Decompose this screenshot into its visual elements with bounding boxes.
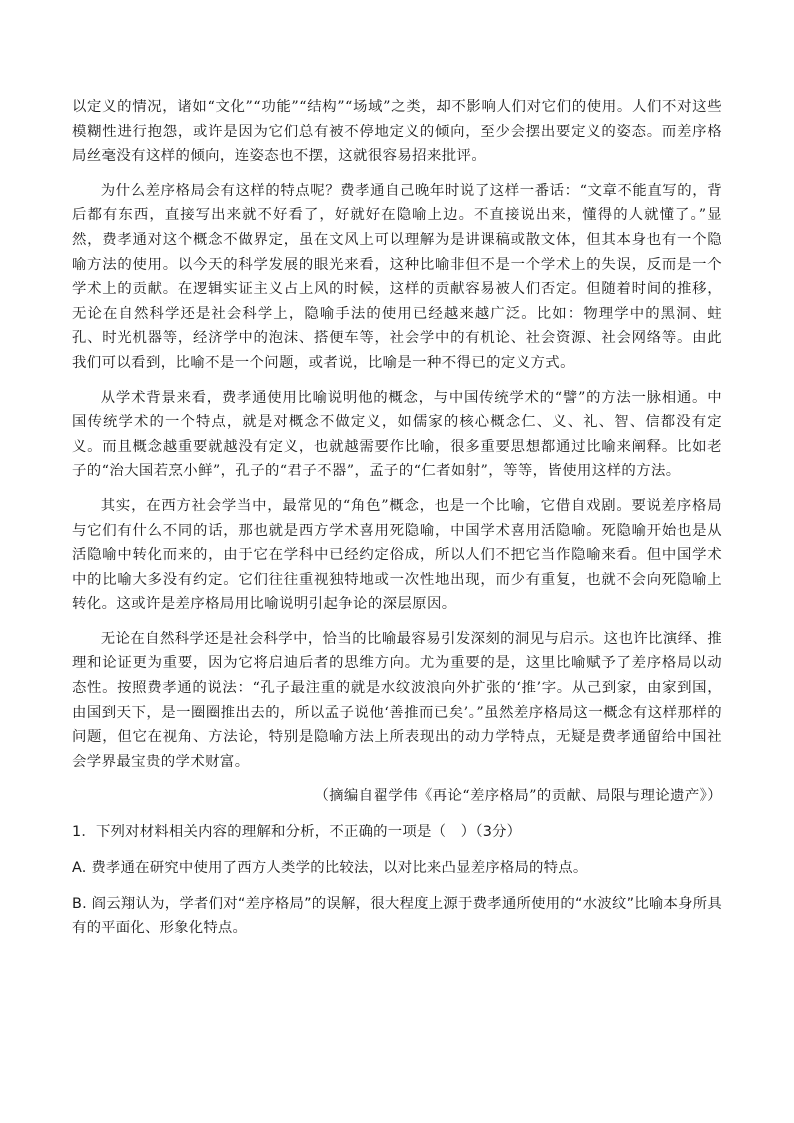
question-stem: 1．下列对材料相关内容的理解和分析，不正确的一项是（ ）（3分） bbox=[72, 824, 522, 841]
paragraph-gap bbox=[72, 617, 722, 627]
option-b[interactable]: B. 阎云翔认为，学者们对“差序格局”的误解，很大程度上源于费孝通所使用的“水波纹”比喻本身所具有的平面化、形象化特点。 bbox=[72, 896, 722, 937]
paragraph-western-sociology: 其实，在西方社会学当中，最常见的“角色”概念，也是一个比喻，它借自戏剧。要说差序格局与它们有什么不同的话，那也就是西方学术喜用死隐喻，中国学术喜用活隐喻。死隐喻开始也是从活隐喻中转化而来的，由于它在学科中已经约定俗成，所以人们不把它当作隐喻来看。但中国学术中的比喻大多没有约定。它们往往重视独特地或一次性地出现，而少有重复，也就不会向死隐喻上转化。这或许是差序格局用比喻说明引起争论的深层原因。 bbox=[72, 497, 722, 613]
paragraph-continuation: 以定义的情况，诸如“文化”“功能”“结构”“场域”之类，却不影响人们对它们的使用。人们不对这些模糊性进行抱怨，或许是因为它们总有被不停地定义的倾向，至少会摆出要定义的姿态。而差序格局丝毫没有这样的倾向，连姿态也不摆，这就很容易招来批评。 bbox=[72, 99, 722, 165]
source-citation: （摘编自翟学伟《再论“差序格局”的贡献、局限与理论遗产》） bbox=[314, 788, 722, 805]
paragraph-gap bbox=[72, 169, 722, 179]
paragraph-metaphor-origin: 为什么差序格局会有这样的特点呢？费孝通自己晚年时说了这样一番话：“文章不能直写的，背后都有东西，直接写出来就不好看了，好就好在隐喻上边。不直接说出来，懂得的人就懂了。”显然，费孝通对这个概念不做界定，虽在文风上可以理解为是讲课稿或散文体，但其本身也有一个隐喻方法的使用。以今天的科学发展的眼光来看，这种比喻非但不是一个学术上的失误，反而是一个学术上的贡献。在逻辑实证主义占上风的时候，这样的贡献容易被人们否定。但随着时间的推移，无论在自然科学还是社会科学上，隐喻手法的使用已经越来越广泛。比如：物理学中的黑洞、蛀孔、时光机器等，经济学中的泡沫、搭便车等，社会学中的有机论、社会资源、社会网络等。由此我们可以看到，比喻不是一个问题，或者说，比喻是一种不得已的定义方式。 bbox=[72, 182, 722, 371]
paragraph-gap bbox=[72, 484, 722, 494]
document-body bbox=[72, 95, 722, 940]
option-a[interactable]: A. 费孝通在研究中使用了西方人类学的比较法，以对比来凸显差序格局的特点。 bbox=[72, 860, 588, 877]
paragraph-gap bbox=[72, 376, 722, 386]
paragraph-academic-background: 从学术背景来看，费孝通使用比喻说明他的概念，与中国传统学术的“譬”的方法一脉相通。中国传统学术的一个特点，就是对概念不做定义，如儒家的核心概念仁、义、礼、智、信都没有定义。而且概念越重要就越没有定义，也就越需要作比喻，很多重要思想都通过比喻来阐释。比如老子的“治大国若烹小鲜”，孔子的“君子不器”，孟子的“仁者如射”，等等，皆使用这样的方法。 bbox=[72, 389, 722, 480]
paragraph-conclusion: 无论在自然科学还是社会科学中，恰当的比喻最容易引发深刻的洞见与启示。这也许比演绎、推理和论证更为重要，因为它将启迪后者的思维方向。尤为重要的是，这里比喻赋予了差序格局以动态性。按照费孝通的说法：“孔子最注重的就是水纹波浪向外扩张的‘推’字。从己到家，由家到国，由国到天下，是一圈圈推出去的，所以孟子说他‘善推而已矣’。”虽然差序格局这一概念有这样那样的问题，但它在视角、方法论，特别是隐喻方法上所表现出的动力学特点，无疑是费孝通留给中国社会学界最宝贵的学术财富。 bbox=[72, 630, 723, 770]
